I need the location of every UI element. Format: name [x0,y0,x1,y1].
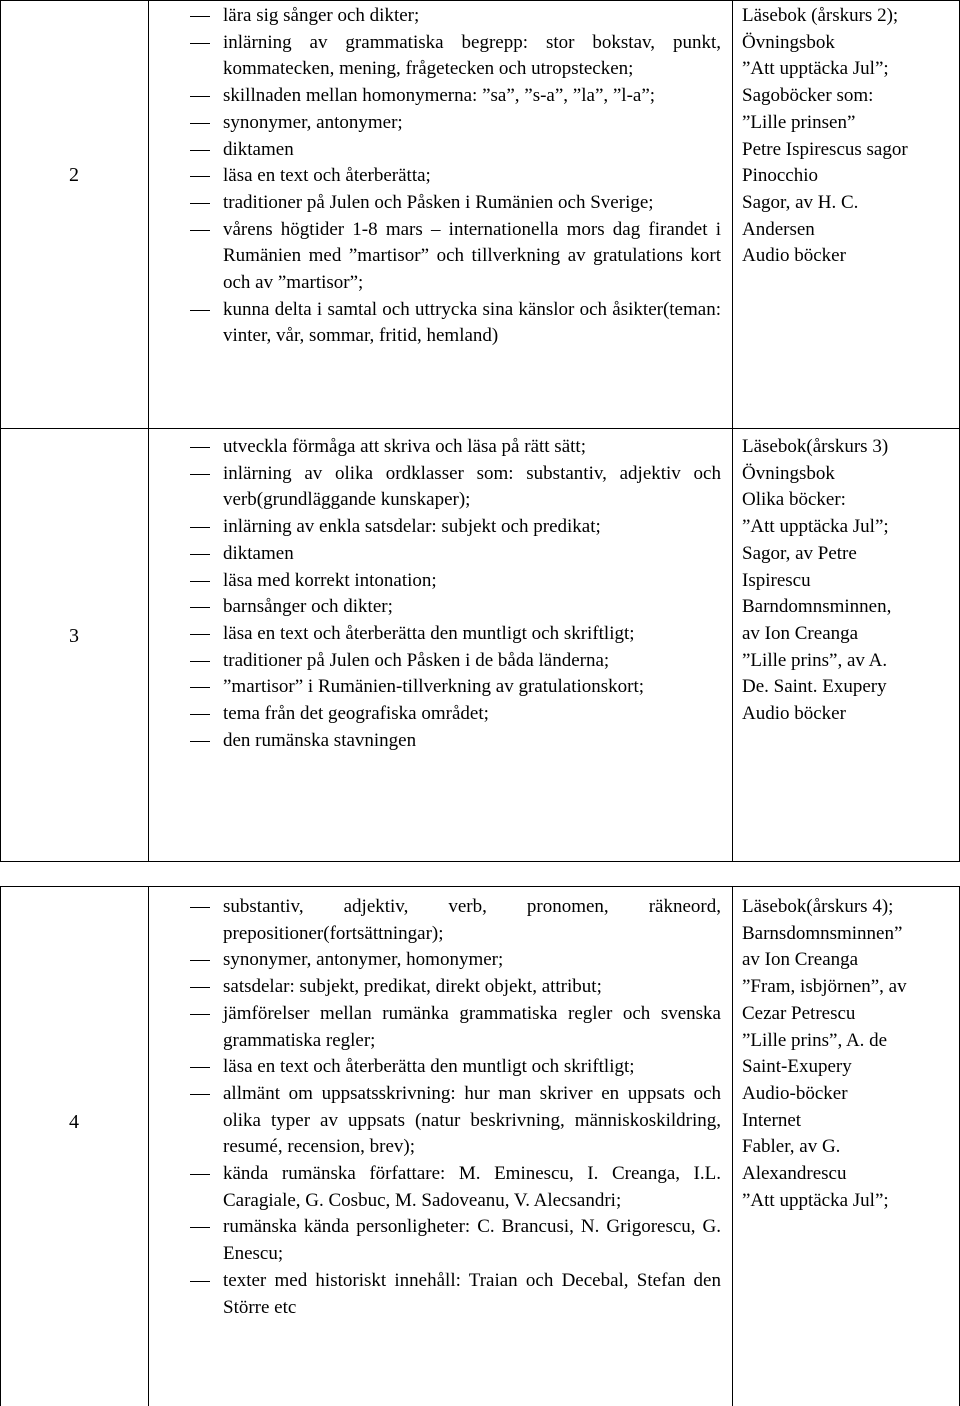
resource-item: Läsebok(årskurs 4); [742,896,894,917]
column-divider [0,0,1,861]
dash-bullet [190,661,210,662]
dash-bullet [190,123,210,124]
dash-bullet [190,687,210,688]
list-item: jämförelser mellan rumänka grammatiska regler och svenska grammatiska regler; [150,1001,725,1054]
resource-item: av Ion Creanga [742,622,859,644]
resource-item: Ispirescu [742,569,811,591]
row-divider [0,428,960,429]
list-item: satsdelar: subjekt, predikat, direkt objekt, attribut; [150,974,725,1001]
resource-item: Petre Ispirescus sagor [742,138,908,160]
dash-bullet [190,1067,210,1068]
list-item: synonymer, antonymer; [150,110,725,137]
resource-item: Läsebok(årskurs 3) [742,436,889,457]
list-item: kända rumänska författare: M. Eminescu, I. Creanga, I.L. Caragiale, G. Cosbuc, M. Sadoveanu, V. Alecsandri; [150,1161,725,1214]
resource-item: ”Att upptäcka Jul”; [742,58,889,80]
dash-bullet [190,634,210,635]
dash-bullet [190,96,210,97]
dash-bullet [190,1014,210,1015]
dash-bullet [190,310,210,311]
column-divider [148,0,149,861]
resources-list [742,3,956,270]
dash-bullet [190,43,210,44]
resource-item: Andersen [742,218,815,240]
grade-label: 2 [69,164,79,186]
resource-item: Saint-Exupery [742,1056,852,1078]
resources-list [742,434,956,728]
list-item: läsa en text och återberätta; [150,163,725,190]
dash-bullet [190,741,210,742]
list-item: vårens högtider 1-8 mars – internationella mors dag firandet i Rumänien med ”martisor” och tillverkning av gratulations kort och av ”martisor”; [150,217,725,297]
list-item: substantiv, adjektiv, verb, pronomen, räkneord, prepositioner(fortsättningar); [150,894,725,947]
dash-bullet [190,1094,210,1095]
list-item: diktamen [150,541,725,568]
dash-bullet [190,1174,210,1175]
table-border-top [0,0,960,1]
list-item: traditioner på Julen och Påsken i Rumänien och Sverige; [150,190,725,217]
list-item: synonymer, antonymer, homonymer; [150,947,725,974]
table-border-bottom [0,861,960,862]
resource-item: Audio-böcker [742,1082,848,1104]
resource-item: Övningsbok [742,462,835,484]
column-divider [732,0,733,861]
list-item: inlärning av grammatiska begrepp: stor bokstav, punkt, kommatecken, mening, frågetecken och utropstecken; [150,30,725,83]
column-divider [0,886,1,1406]
dash-bullet [190,176,210,177]
list-item: ”martisor” i Rumänien-tillverkning av gratulationskort; [150,674,725,701]
resource-item: Cezar Petrescu [742,1002,856,1024]
dash-bullet [190,907,210,908]
resource-item: Sagor, av H. C. [742,191,859,213]
dash-bullet [190,581,210,582]
resource-item: Olika böcker: [742,489,846,511]
list-item: traditioner på Julen och Påsken i de båda länderna; [150,648,725,675]
list-item: allmänt om uppsatsskrivning: hur man skriver en uppsats och olika typer av uppsats (natur beskrivning, människoskildring, resumé, recension, brev); [150,1081,725,1161]
dash-bullet [190,447,210,448]
dash-bullet [190,527,210,528]
dash-bullet [190,203,210,204]
dash-bullet [190,16,210,17]
column-divider [148,886,149,1406]
dash-bullet [190,960,210,961]
resource-item: Audio böcker [742,703,846,725]
list-item: utveckla förmåga att skriva och läsa på rätt sätt; [150,434,725,461]
list-item: barnsånger och dikter; [150,594,725,621]
dash-bullet [190,474,210,475]
dash-bullet [190,1281,210,1282]
resource-item: Barndomnsminnen, [742,596,892,618]
goals-list [150,894,725,1321]
dash-bullet [190,1227,210,1228]
resource-item: ”Att upptäcka Jul”; [742,516,889,538]
list-item: inlärning av olika ordklasser som: substantiv, adjektiv och verb(grundläggande kunskaper); [150,461,725,514]
resource-item: ”Lille prins”, av A. [742,649,888,671]
list-item: läsa en text och återberätta den muntligt och skriftligt; [150,1054,725,1081]
column-divider [732,886,733,1406]
resource-item: Alexandrescu [742,1163,847,1185]
list-item: skillnaden mellan homonymerna: ”sa”, ”s-a”, ”la”, ”l-a”; [150,83,725,110]
resource-item: ”Lille prins”, A. de [742,1029,888,1051]
resource-item: Sagor, av Petre [742,542,857,564]
goals-list [150,434,725,754]
resource-item: Läsebok (årskurs 2); [742,5,899,26]
list-item: texter med historiskt innehåll: Traian och Decebal, Stefan den Större etc [150,1268,725,1321]
dash-bullet [190,150,210,151]
list-item: läsa med korrekt intonation; [150,568,725,595]
grade-label: 4 [69,1111,79,1133]
list-item: lära sig sånger och dikter; [150,3,725,30]
dash-bullet [190,714,210,715]
resource-item: Barnsdomnsminnen” [742,922,903,944]
dash-bullet [190,230,210,231]
resource-item: Fabler, av G. [742,1136,841,1158]
resource-item: Pinocchio [742,165,818,187]
dash-bullet [190,554,210,555]
list-item: tema från det geografiska området; [150,701,725,728]
grade-label: 3 [69,625,79,647]
resource-item: Övningsbok [742,31,835,53]
list-item: kunna delta i samtal och uttrycka sina känslor och åsikter(teman: vinter, vår, sommar, fritid, hemland) [150,297,725,350]
resource-item: De. Saint. Exupery [742,676,887,698]
dash-bullet [190,607,210,608]
dash-bullet [190,987,210,988]
resource-item: Sagoböcker som: [742,85,874,107]
list-item: den rumänska stavningen [150,728,725,755]
resource-item: ”Att upptäcka Jul”; [742,1189,889,1211]
resource-item: ”Lille prinsen” [742,111,856,133]
resources-list [742,894,956,1214]
table-border-top [0,886,960,887]
resource-item: ”Fram, isbjörnen”, av [742,976,907,998]
resource-item: Audio böcker [742,245,846,267]
resource-item: av Ion Creanga [742,949,859,971]
list-item: läsa en text och återberätta den muntligt och skriftligt; [150,621,725,648]
list-item: rumänska kända personligheter: C. Brancusi, N. Grigorescu, G. Enescu; [150,1214,725,1267]
resource-item: Internet [742,1109,802,1131]
goals-list [150,3,725,350]
list-item: inlärning av enkla satsdelar: subjekt och predikat; [150,514,725,541]
list-item: diktamen [150,137,725,164]
